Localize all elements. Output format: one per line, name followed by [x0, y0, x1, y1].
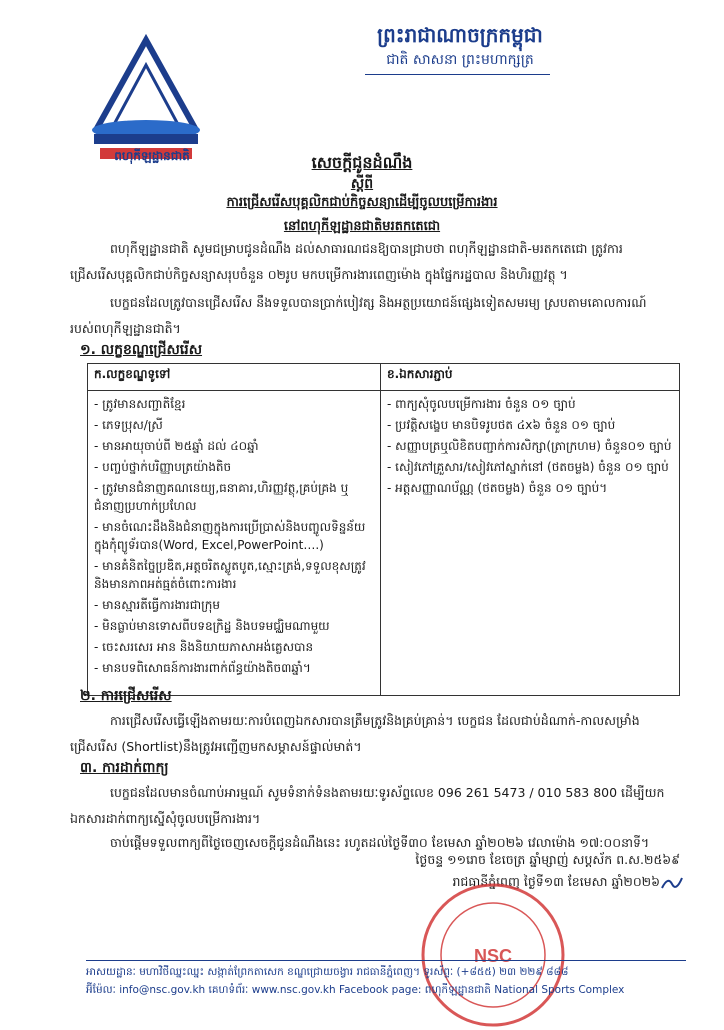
lunar-date: ថ្ងៃចន្ទ ១១រោច ខែចេត្រ ឆ្នាំម្សាញ់ សប្តស័ក ព.ស.២៥៦៩ [415, 852, 680, 867]
official-stamp [418, 880, 568, 1030]
section-3-title: ៣. ការដាក់ពាក្យ [80, 760, 169, 776]
intro-paragraph-1: ពហុកីឡដ្ឋានជាតិ សូមជម្រាបជូនដំណឹង ដល់សាធារណជនឱ្យបានជ្រាបថា ពហុកីឡដ្ឋានជាតិ-មរតកតេជោ ត្រូវការជ្រើសរើសបុគ្គលិកជាប់កិច្ចសន្យាសរុបចំនួន ០២រូប មកបម្រើការងារពេញម៉ោង ក្នុងផ្នែករដ្ឋបាល និងហិរញ្ញវត្ថុ ។ [70, 241, 623, 282]
section-2-title: ២. ការជ្រើសរើស [80, 688, 172, 704]
condition-item: - មិនធ្លាប់មានទោសពីបទឧក្រិដ្ឋ និងបទមជ្ឈិមណាមួយ [94, 619, 330, 633]
condition-item: - មានគំនិតច្នៃប្រឌិត,អត្តចរិតស្លូតបូត,ស្មោះត្រង់,ទទួលខុសត្រូវ និងមានភាពអត់ធ្មត់ចំពោះការងារ [94, 559, 366, 591]
condition-item: - ភេទប្រុស/ស្រី [94, 418, 163, 432]
logo-label: ពហុកីឡដ្ឋានជាតិ [114, 149, 190, 163]
notice-title: សេចក្តីជូនដំណឹង [311, 153, 413, 172]
signature-mark [660, 874, 684, 892]
condition-item: - មានបទពិសោធន៍ការងារពាក់ព័ន្ធយ៉ាងតិច៣ឆ្នាំ។ [94, 661, 311, 675]
condition-item: - បញ្ចប់ថ្នាក់បរិញ្ញាបត្រយ៉ាងតិច [94, 460, 232, 474]
footer-divider [86, 960, 686, 961]
section-3-deadline: ចាប់ផ្តើមទទួលពាក្យពីថ្ងៃចេញសេចក្តីជូនដំណឹងនេះ រហូតដល់ថ្ងៃទី៣០ ខែមេសា ឆ្នាំ២០២៦ វេលាម៉ោង ១៧:០០នាទី។ [110, 835, 650, 850]
condition-item: - ត្រូវមានសញ្ជាតិខ្មែរ [94, 397, 186, 411]
condition-item: - មានចំណេះដឹងនិងជំនាញក្នុងការប្រើប្រាស់និងបញ្ចូលទិន្នន័យ ក្នុងកុំព្យូទ័របាន(Word, Excel,PowerPoint….) [94, 520, 366, 552]
stamp-center-text: NSC [473, 946, 513, 966]
motto-divider [365, 74, 550, 75]
requirements-table [87, 363, 680, 696]
document-item: - សញ្ញាបត្រឬលិខិតបញ្ជាក់ការសិក្សា(ត្រាក្រហម) ចំនួន០១ ច្បាប់ [387, 439, 672, 453]
general-conditions-cell [88, 391, 381, 696]
national-motto: ជាតិ សាសនា ព្រះមហាក្សត្រ [386, 52, 534, 68]
notice-about: ស្តីពី [350, 176, 374, 192]
condition-item: - មានស្មារតីធ្វើការងារជាក្រុម [94, 598, 220, 612]
general-conditions-header: ក.លក្ខខណ្ឌទូទៅ [88, 364, 381, 391]
document-item: - អត្តសញ្ញាណប័ណ្ណ (ថតចម្លង) ចំនួន ០១ ច្បាប់។ [387, 481, 608, 495]
footer-contact: អ៊ីម៉ែលៈ info@nsc.gov.kh គេហទំព័រៈ www.nsc.gov.kh Facebook page: ពហុកីឡដ្ឋានជាតិ National Sports Complex [86, 984, 625, 996]
solar-date: រាជធានីភ្នំពេញ ថ្ងៃទី១៣ ខែមេសា ឆ្នាំ២០២៦ [452, 874, 660, 889]
section-1-title: ១. លក្ខខណ្ឌជ្រើសរើស [80, 342, 203, 358]
section-2-text: ការជ្រើសរើសធ្វើឡើងតាមរយៈការបំពេញឯកសារបានត្រឹមត្រូវនិងគ្រប់គ្រាន់។ បេក្ខជន ដែលជាប់ដំណាក់-កាលសម្រាំងជ្រើសរើស (Shortlist)នឹងត្រូវអញ្ជើញមកសម្ភាសន៍ផ្ទាល់មាត់។ [70, 713, 640, 754]
condition-item: - មានអាយុចាប់ពី ២៥ឆ្នាំ ដល់ ៤០ឆ្នាំ [94, 439, 259, 453]
kingdom-heading: ព្រះរាជាណាចក្រកម្ពុជា [377, 23, 543, 47]
attached-documents-header: ខ.ឯកសារភ្ជាប់ [381, 364, 680, 391]
document-item: - ពាក្យសុំចូលបម្រើការងារ ចំនួន ០១ ច្បាប់ [387, 397, 576, 411]
footer-address: អាសយដ្ឋានៈ មហាវិថីឈ្នះឈ្នះ សង្កាត់ព្រែកតាសេក ខណ្ឌជ្រោយចង្វារ រាជធានីភ្នំពេញ។ ទូរស័ព្ទៈ (+៨៥៥) ២៣ ២២៩ ៨៨៨ [86, 966, 569, 978]
intro-paragraph-2: បេក្ខជនដែលត្រូវបានជ្រើសរើស នឹងទទួលបានប្រាក់បៀវត្ស និងអត្ថប្រយោជន៍ផ្សេងទៀតសមរម្យ ស្របតាមគោលការណ៍ របស់ពហុកីឡដ្ឋានជាតិ។ [70, 295, 647, 336]
notice-location: នៅពហុកីឡដ្ឋានជាតិមរតកតេជោ [283, 219, 441, 234]
section-3-contact: បេក្ខជនដែលមានចំណាប់អារម្មណ៍ សូមទំនាក់ទំនងតាមរយៈទូរស័ព្ទលេខ 096 261 5473 / 010 583 800 ដើម្បីយកឯកសារដាក់ពាក្យស្នើសុំចូលបម្រើការងារ។ [70, 785, 665, 826]
document-item: - ប្រវត្តិសង្ខេប មានបិទរូបថត ៤x៦ ចំនួន ០១ ច្បាប់ [387, 418, 616, 432]
condition-item: - ត្រូវមានជំនាញគណនេយ្យ,ធនាគារ,ហិរញ្ញវត្ថុ,គ្រប់គ្រង ឬជំនាញប្រហាក់ប្រហែល [94, 481, 349, 513]
attached-documents-cell [381, 391, 680, 696]
condition-item: - ចេះសរសេរ អាន និងនិយាយភាសាអង់គ្លេសបាន [94, 640, 314, 654]
notice-subject: ការជ្រើសរើសបុគ្គលិកជាប់កិច្ចសន្យាដើម្បីចូលបម្រើការងារ [226, 195, 498, 210]
document-item: - សៀវភៅគ្រួសារ/សៀវភៅស្នាក់នៅ (ថតចម្លង) ចំនួន ០១ ច្បាប់ [387, 460, 669, 474]
